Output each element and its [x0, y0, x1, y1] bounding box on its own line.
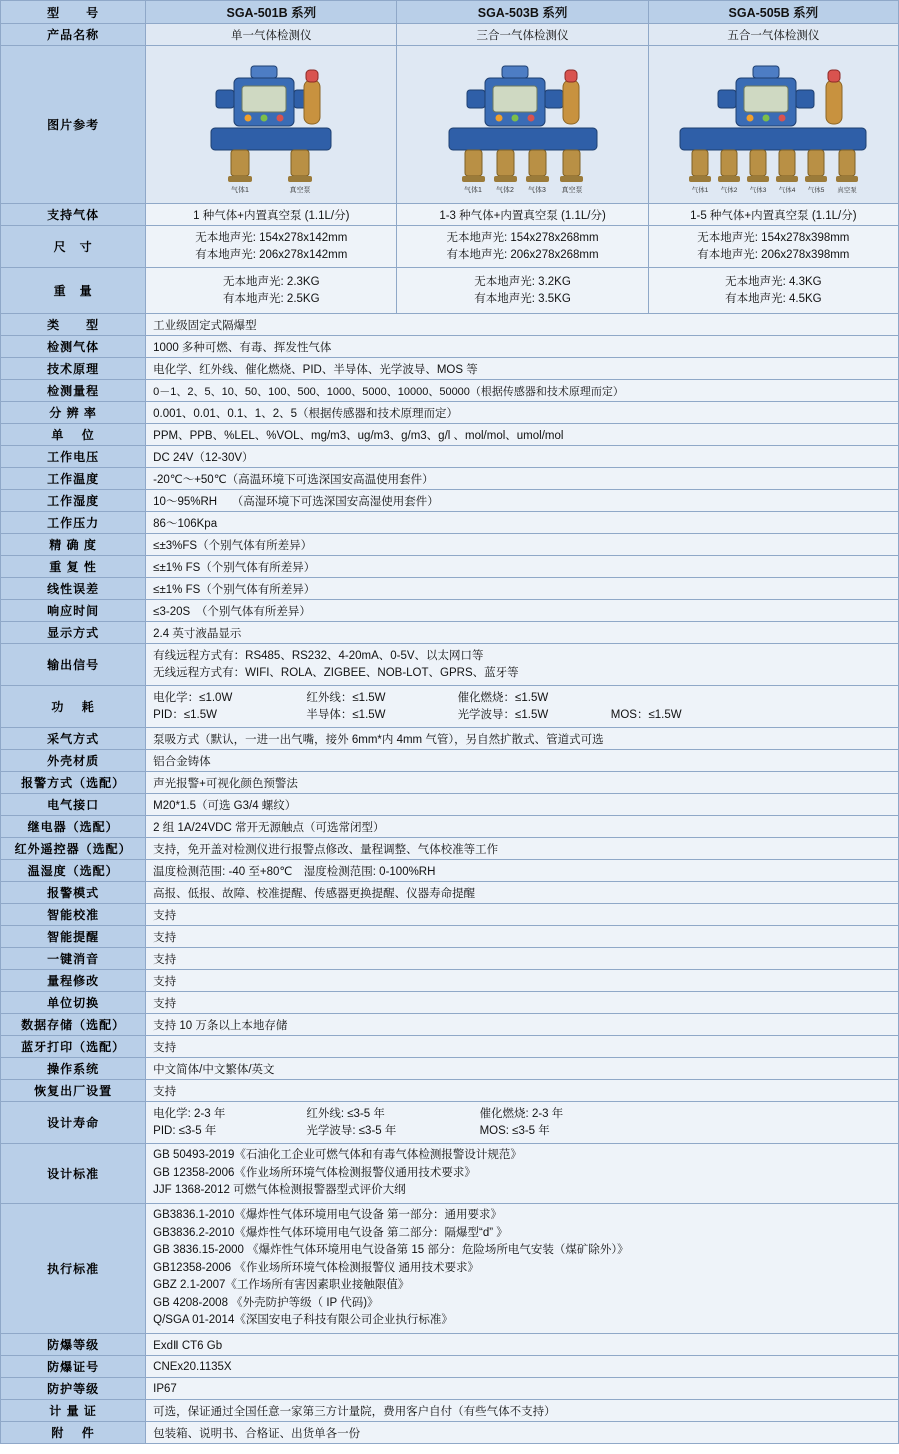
- product-name-501b: 单一气体检测仪: [146, 24, 397, 46]
- design-standard-2: GB 12358-2006《作业场所环境气体检测报警仪通用技术要求》: [153, 1166, 476, 1179]
- row-value-range-edit: 支持: [146, 970, 899, 992]
- size-501b: [146, 226, 397, 268]
- weight-503b-line1: 无本地声光: 3.2KG: [474, 275, 571, 288]
- table-row-bluetooth-print: [1, 1036, 899, 1058]
- table-row-weight: [1, 268, 899, 314]
- row-label-ex-cert: 防爆证号: [1, 1356, 146, 1378]
- row-label-type: 类 型: [1, 314, 146, 336]
- table-row-unit: [1, 424, 899, 446]
- power-electrochemical: 电化学：≤1.0W: [153, 691, 233, 704]
- life-catalytic: 催化燃烧: 2-3 年: [479, 1107, 564, 1120]
- table-row-design-standard: [1, 1144, 899, 1204]
- row-value-response: ≤3-20S （个别气体有所差异）: [146, 600, 899, 622]
- weight-501b: [146, 268, 397, 314]
- support-gas-505b: 1-5 种气体+内置真空泵 (1.1L/分): [648, 204, 898, 226]
- row-value-tech: 电化学、红外线、催化燃烧、PID、半导体、光学波导、MOS 等: [146, 358, 899, 380]
- table-row-range-edit: [1, 970, 899, 992]
- model-505b: SGA-505B 系列: [648, 1, 898, 24]
- row-value-relay: 2 组 1A/24VDC 常开无源触点（可选常闭型）: [146, 816, 899, 838]
- row-label-unit-switch: 单位切换: [1, 992, 146, 1014]
- row-value-ir-remote: 支持，免开盖对检测仪进行报警点修改、量程调整、气体校准等工作: [146, 838, 899, 860]
- caption-gas-2: 气体2: [495, 187, 514, 194]
- row-value-smart-calibration: 支持: [146, 904, 899, 926]
- table-row-tech: [1, 358, 899, 380]
- weight-501b-line2: 有本地声光: 2.5KG: [223, 292, 320, 305]
- life-pid: PID: ≤3-5 年: [153, 1124, 217, 1137]
- size-501b-line2: 有本地声光: 206x278x142mm: [195, 248, 348, 261]
- exec-standard-3: GB 3836.15-2000 《爆炸性气体环境用电气设备第 15 部分：危险场所电气安装（煤矿除外）》: [153, 1244, 629, 1257]
- table-row-exec-standard: [1, 1204, 899, 1334]
- row-label-range: 检测量程: [1, 380, 146, 402]
- table-row-temp-humidity: [1, 860, 899, 882]
- output-signal-wireless: 无线远程方式有：WIFI、ROLA、ZIGBEE、NOB-LOT、GPRS、蓝牙等: [153, 666, 519, 679]
- table-row-ir-remote: [1, 838, 899, 860]
- table-row-housing: [1, 750, 899, 772]
- table-row-ex-cert: [1, 1356, 899, 1378]
- row-label-range-edit: 量程修改: [1, 970, 146, 992]
- support-gas-501b: 1 种气体+内置真空泵 (1.1L/分): [146, 204, 397, 226]
- row-value-design-standard: [146, 1144, 899, 1204]
- table-row-humidity: [1, 490, 899, 512]
- row-value-resolution: 0.001、0.01、0.1、1、2、5（根据传感器和技术原理而定）: [146, 402, 899, 424]
- detector-illustration-1: [156, 50, 386, 196]
- row-label-bluetooth-print: 蓝牙打印（选配）: [1, 1036, 146, 1058]
- table-row-response: [1, 600, 899, 622]
- row-label-factory-reset: 恢复出厂设置: [1, 1080, 146, 1102]
- support-gas-503b: 1-3 种气体+内置真空泵 (1.1L/分): [397, 204, 648, 226]
- row-value-smart-reminder: 支持: [146, 926, 899, 948]
- size-505b-line1: 无本地声光: 154x278x398mm: [697, 231, 850, 244]
- design-standard-1: GB 50493-2019《石油化工企业可燃气体和有毒气体检测报警设计规范》: [153, 1149, 522, 1162]
- table-row-support-gas: [1, 204, 899, 226]
- row-value-pressure: 86～106Kpa: [146, 512, 899, 534]
- table-row-alarm-type: [1, 772, 899, 794]
- row-value-bluetooth-print: 支持: [146, 1036, 899, 1058]
- row-value-housing: 铝合金铸体: [146, 750, 899, 772]
- row-value-sampling: 泵吸方式（默认，一进一出气嘴，接外 6mm*内 4mm 气管），另自然扩散式、管道式可选: [146, 728, 899, 750]
- row-label-electrical-port: 电气接口: [1, 794, 146, 816]
- row-label-voltage: 工作电压: [1, 446, 146, 468]
- weight-505b: [648, 268, 898, 314]
- power-line-1: [153, 690, 894, 707]
- caption-gas-1: 气体1: [231, 187, 250, 194]
- table-row-repeatability: [1, 556, 899, 578]
- output-signal-wired: 有线远程方式有：RS485、RS232、4-20mA、0-5V、以太网口等: [153, 649, 484, 662]
- row-label-housing: 外壳材质: [1, 750, 146, 772]
- row-value-temp-humidity: 温度检测范围: -40 至+80℃ 湿度检测范围: 0-100%RH: [146, 860, 899, 882]
- row-label-smart-calibration: 智能校准: [1, 904, 146, 926]
- row-value-accuracy: ≤±3%FS（个别气体有所差异）: [146, 534, 899, 556]
- model-501b: SGA-501B 系列: [146, 1, 397, 24]
- row-label-one-key-mute: 一键消音: [1, 948, 146, 970]
- power-pid: PID：≤1.5W: [153, 708, 217, 721]
- row-value-design-life: [146, 1102, 899, 1144]
- row-value-range: 0－1、2、5、10、50、100、500、1000、5000、10000、50000（根据传感器和技术原理而定）: [146, 380, 899, 402]
- row-label-relay: 继电器（选配）: [1, 816, 146, 838]
- caption-gas-3: 气体3: [750, 187, 767, 194]
- row-label-detect-gas: 检测气体: [1, 336, 146, 358]
- exec-standard-2: GB3836.2-2010《爆炸性气体环境用电气设备 第二部分：隔爆型“d” 》: [153, 1226, 508, 1239]
- row-value-factory-reset: 支持: [146, 1080, 899, 1102]
- row-label-ip-grade: 防护等级: [1, 1378, 146, 1400]
- row-label-tech: 技术原理: [1, 358, 146, 380]
- row-value-unit: PPM、PPB、%LEL、%VOL、mg/m3、ug/m3、g/m3、g/l 、mol/mol、umol/mol: [146, 424, 899, 446]
- table-row-range: [1, 380, 899, 402]
- table-row-resolution: [1, 402, 899, 424]
- table-row-design-life: [1, 1102, 899, 1144]
- exec-standard-5: GBZ 2.1-2007《工作场所有害因素职业接触限值》: [153, 1279, 410, 1292]
- power-mos: MOS：≤1.5W: [610, 708, 682, 721]
- table-row-type: [1, 314, 899, 336]
- row-value-temperature: -20℃～+50℃（高温环境下可选深国安高温使用套件）: [146, 468, 899, 490]
- row-value-unit-switch: 支持: [146, 992, 899, 1014]
- row-value-metrology: 可选，保证通过全国任意一家第三方计量院，费用客户自付（有些气体不支持）: [146, 1400, 899, 1422]
- weight-501b-line1: 无本地声光: 2.3KG: [223, 275, 320, 288]
- table-row-unit-switch: [1, 992, 899, 1014]
- caption-gas-5: 气体5: [808, 187, 825, 194]
- table-row-ex-grade: [1, 1334, 899, 1356]
- weight-503b-line2: 有本地声光: 3.5KG: [474, 292, 571, 305]
- table-row-electrical-port: [1, 794, 899, 816]
- caption-gas-1: 气体1: [463, 187, 482, 194]
- row-value-power: [146, 686, 899, 728]
- caption-pump-1: 真空泵: [289, 187, 311, 194]
- row-label-data-storage: 数据存储（选配）: [1, 1014, 146, 1036]
- exec-standard-6: GB 4208-2008 《外壳防护等级（ IP 代码)》: [153, 1296, 379, 1309]
- table-row-alarm-mode: [1, 882, 899, 904]
- table-row-linearity: [1, 578, 899, 600]
- caption-gas-1: 气体1: [692, 187, 709, 194]
- size-505b-line2: 有本地声光: 206x278x398mm: [697, 248, 850, 261]
- row-value-repeatability: ≤±1% FS（个别气体有所差异）: [146, 556, 899, 578]
- weight-505b-line1: 无本地声光: 4.3KG: [725, 275, 822, 288]
- table-row-one-key-mute: [1, 948, 899, 970]
- table-row-relay: [1, 816, 899, 838]
- row-label-repeatability: 重 复 性: [1, 556, 146, 578]
- row-label-display: 显示方式: [1, 622, 146, 644]
- row-value-accessories: 包装箱、说明书、合格证、出货单各一份: [146, 1422, 899, 1444]
- row-label-metrology: 计 量 证: [1, 1400, 146, 1422]
- row-label-alarm-mode: 报警模式: [1, 882, 146, 904]
- table-row-os: [1, 1058, 899, 1080]
- row-label-ex-grade: 防爆等级: [1, 1334, 146, 1356]
- design-life-line-1: [153, 1106, 894, 1123]
- power-semiconductor: 半导体：≤1.5W: [306, 708, 386, 721]
- table-row-ip-grade: [1, 1378, 899, 1400]
- row-value-os: 中文简体/中文繁体/英文: [146, 1058, 899, 1080]
- size-503b-line2: 有本地声光: 206x278x268mm: [446, 248, 599, 261]
- weight-503b: [397, 268, 648, 314]
- row-label-pressure: 工作压力: [1, 512, 146, 534]
- row-value-humidity: 10～95%RH （高湿环境下可选深国安高湿使用套件）: [146, 490, 899, 512]
- product-name-503b: 三合一气体检测仪: [397, 24, 648, 46]
- row-label-accessories: 附 件: [1, 1422, 146, 1444]
- row-label-sampling: 采气方式: [1, 728, 146, 750]
- table-row-accessories: [1, 1422, 899, 1444]
- row-label-alarm-type: 报警方式（选配）: [1, 772, 146, 794]
- exec-standard-4: GB12358-2006 《作业场所环境气体检测报警仪 通用技术要求》: [153, 1261, 480, 1274]
- row-label-unit: 单 位: [1, 424, 146, 446]
- row-label-resolution: 分 辨 率: [1, 402, 146, 424]
- life-electrochemical: 电化学: 2-3 年: [153, 1107, 226, 1120]
- table-row-size: [1, 226, 899, 268]
- caption-gas-2: 气体2: [721, 187, 738, 194]
- row-label-product-name: 产品名称: [1, 24, 146, 46]
- row-label-design-standard: 设计标准: [1, 1144, 146, 1204]
- table-row-pressure: [1, 512, 899, 534]
- row-label-image-ref: 图片参考: [1, 46, 146, 204]
- row-value-ip-grade: IP67: [146, 1378, 899, 1400]
- row-value-alarm-type: 声光报警+可视化颜色预警法: [146, 772, 899, 794]
- row-label-smart-reminder: 智能提醒: [1, 926, 146, 948]
- table-row-display: [1, 622, 899, 644]
- table-row-output-signal: [1, 644, 899, 686]
- size-503b-line1: 无本地声光: 154x278x268mm: [446, 231, 599, 244]
- table-row-data-storage: [1, 1014, 899, 1036]
- caption-gas-3: 气体3: [527, 187, 546, 194]
- design-standard-3: JJF 1368-2012 可燃气体检测报警器型式评价大纲: [153, 1184, 406, 1197]
- row-label-os: 操作系统: [1, 1058, 146, 1080]
- row-label-support-gas: 支持气体: [1, 204, 146, 226]
- row-label-size: 尺 寸: [1, 226, 146, 268]
- table-row-factory-reset: [1, 1080, 899, 1102]
- row-label-power: 功 耗: [1, 686, 146, 728]
- row-label-exec-standard: 执行标准: [1, 1204, 146, 1334]
- design-life-line-2: [153, 1123, 894, 1140]
- table-row-sampling: [1, 728, 899, 750]
- power-line-2: [153, 707, 894, 724]
- detector-illustration-2: [403, 50, 643, 196]
- row-label-temperature: 工作温度: [1, 468, 146, 490]
- row-label-response: 响应时间: [1, 600, 146, 622]
- life-mos: MOS: ≤3-5 年: [479, 1124, 550, 1137]
- row-value-display: 2.4 英寸液晶显示: [146, 622, 899, 644]
- table-row-power: [1, 686, 899, 728]
- table-row-temperature: [1, 468, 899, 490]
- row-value-electrical-port: M20*1.5（可选 G3/4 螺纹）: [146, 794, 899, 816]
- caption-gas-4: 气体4: [779, 187, 796, 194]
- product-name-505b: 五合一气体检测仪: [648, 24, 898, 46]
- device-image-503b: [397, 46, 648, 204]
- row-value-detect-gas: 1000 多种可燃、有毒、挥发性气体: [146, 336, 899, 358]
- row-label-accuracy: 精 确 度: [1, 534, 146, 556]
- exec-standard-7: Q/SGA 01-2014《深国安电子科技有限公司企业执行标准》: [153, 1314, 453, 1327]
- power-infrared: 红外线：≤1.5W: [306, 691, 386, 704]
- table-row-product-name: [1, 24, 899, 46]
- device-image-501b: [146, 46, 397, 204]
- row-value-exec-standard: [146, 1204, 899, 1334]
- size-505b: [648, 226, 898, 268]
- row-value-linearity: ≤±1% FS（个别气体有所差异）: [146, 578, 899, 600]
- row-value-ex-cert: CNEx20.1135X: [146, 1356, 899, 1378]
- table-row-detect-gas: [1, 336, 899, 358]
- life-infrared: 红外线: ≤3-5 年: [306, 1107, 385, 1120]
- row-value-one-key-mute: 支持: [146, 948, 899, 970]
- power-optical: 光学波导：≤1.5W: [457, 708, 549, 721]
- model-503b: SGA-503B 系列: [397, 1, 648, 24]
- row-value-output-signal: [146, 644, 899, 686]
- row-label-output-signal: 输出信号: [1, 644, 146, 686]
- table-row-model: [1, 1, 899, 24]
- row-label-ir-remote: 红外遥控器（选配）: [1, 838, 146, 860]
- row-label-model: 型 号: [1, 1, 146, 24]
- caption-pump-3: 真空泵: [837, 187, 858, 194]
- table-row-voltage: [1, 446, 899, 468]
- weight-505b-line2: 有本地声光: 4.5KG: [725, 292, 822, 305]
- row-label-weight: 重 量: [1, 268, 146, 314]
- table-row-accuracy: [1, 534, 899, 556]
- row-label-linearity: 线性误差: [1, 578, 146, 600]
- device-image-505b: [648, 46, 898, 204]
- table-row-image-ref: [1, 46, 899, 204]
- life-optical: 光学波导: ≤3-5 年: [306, 1124, 397, 1137]
- row-value-voltage: DC 24V（12-30V）: [146, 446, 899, 468]
- detector-illustration-3: [650, 50, 896, 196]
- table-row-metrology: [1, 1400, 899, 1422]
- caption-pump-2: 真空泵: [561, 187, 583, 194]
- row-value-ex-grade: ExdⅡ CT6 Gb: [146, 1334, 899, 1356]
- size-501b-line1: 无本地声光: 154x278x142mm: [195, 231, 348, 244]
- row-value-data-storage: 支持 10 万条以上本地存储: [146, 1014, 899, 1036]
- row-label-humidity: 工作湿度: [1, 490, 146, 512]
- row-label-design-life: 设计寿命: [1, 1102, 146, 1144]
- row-value-type: 工业级固定式隔爆型: [146, 314, 899, 336]
- row-value-alarm-mode: 高报、低报、故障、校准提醒、传感器更换提醒、仪器寿命提醒: [146, 882, 899, 904]
- power-catalytic: 催化燃烧：≤1.5W: [457, 691, 549, 704]
- exec-standard-1: GB3836.1-2010《爆炸性气体环境用电气设备 第一部分：通用要求》: [153, 1209, 503, 1222]
- table-row-smart-calibration: [1, 904, 899, 926]
- size-503b: [397, 226, 648, 268]
- table-row-smart-reminder: [1, 926, 899, 948]
- row-label-temp-humidity: 温湿度（选配）: [1, 860, 146, 882]
